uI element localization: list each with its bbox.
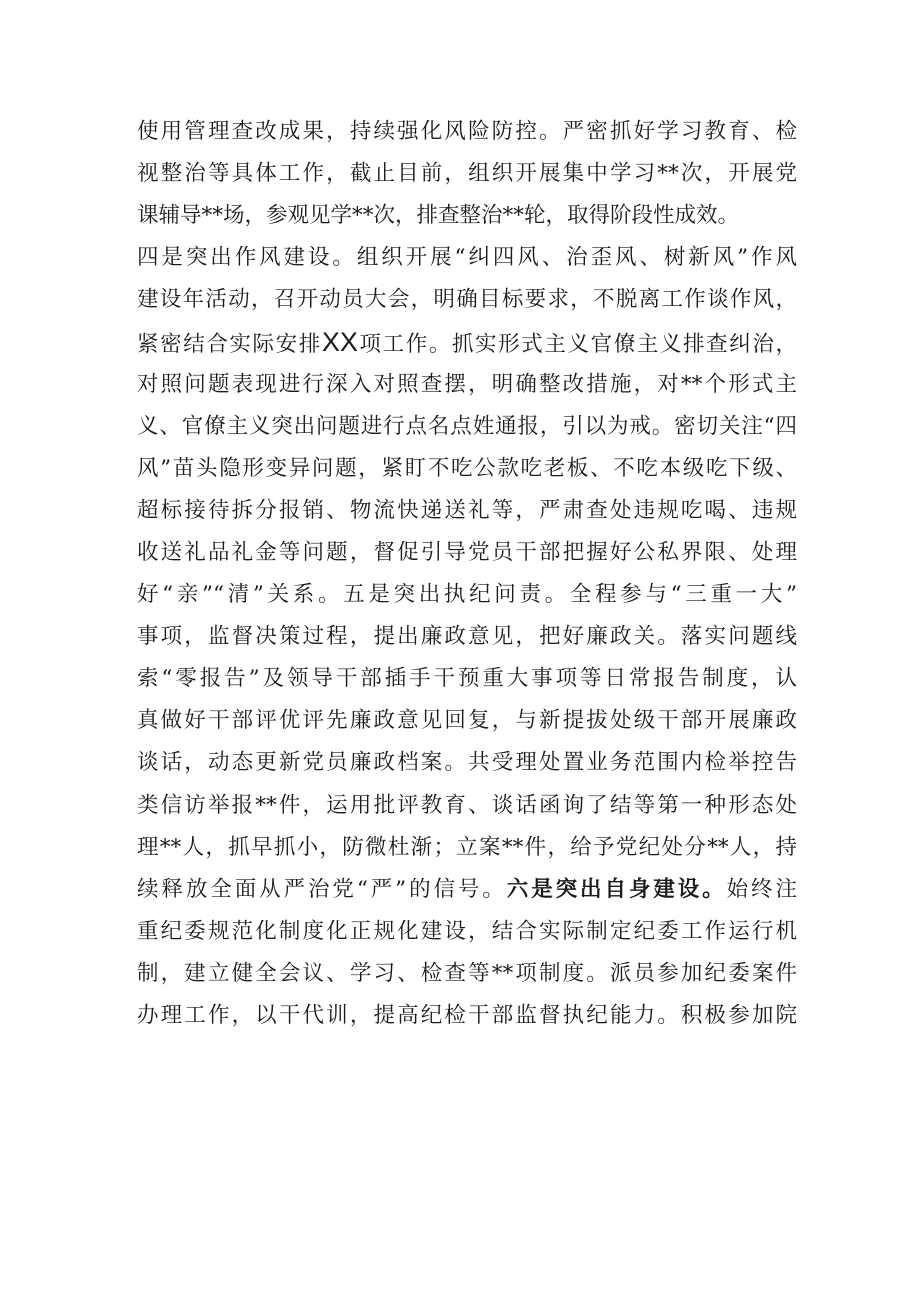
text-line: 义、官僚主义突出问题进行点名点姓通报，引以为戒。密切关注“四 [137, 413, 797, 439]
text-line: 类信访举报**件，运用批评教育、谈话函询了结等第一种形态处 [137, 792, 797, 818]
text-line: 好“亲”“清”关系。五是突出执纪问责。全程参与“三重一大” [137, 582, 797, 608]
text-line: 索“零报告”及领导干部插手干预重大事项等日常报告制度，认 [137, 666, 797, 692]
text-segment: 紧密结合实际安排 [137, 332, 322, 358]
text-line: 超标接待拆分报销、物流快递送礼等，严肃查处违规吃喝、违规 [137, 497, 797, 523]
text-line [137, 869, 797, 911]
text-line [137, 321, 797, 363]
text-line: 四是突出作风建设。组织开展“纠四风、治歪风、树新风”作风 [137, 245, 797, 271]
text-line: 收送礼品礼金等问题，督促引导党员干部把握好公私界限、处理 [137, 539, 797, 565]
text-line: 建设年活动，召开动员大会，明确目标要求，不脱离工作谈作风， [137, 287, 797, 313]
text-segment: 项工作。抓实形式主义官僚主义排查纠治， [357, 332, 797, 358]
text-line: 使用管理查改成果，持续强化风险防控。严密抓好学习教育、检 [137, 119, 797, 144]
text-line: 重纪委规范化制度化正规化建设，结合实际制定纪委工作运行机 [137, 918, 797, 944]
text-line: 制，建立健全会议、学习、检查等**项制度。派员参加纪委案件 [137, 960, 797, 986]
text-segment: 续释放全面从严治党“严”的信号。 [137, 876, 507, 902]
text-line: 对照问题表现进行深入对照查摆，明确整改措施，对**个形式主 [137, 371, 797, 397]
text-segment: 始终注 [726, 876, 797, 902]
text-line: 谈话，动态更新党员廉政档案。共受理处置业务范围内检举控告 [137, 750, 797, 776]
text-line: 课辅导**场，参观见学**次，排查整治**轮，取得阶段性成效。 [137, 203, 740, 229]
text-line: 真做好干部评优评先廉政意见回复，与新提拔处级干部开展廉政 [137, 708, 797, 734]
text-line: 办理工作，以干代训，提高纪检干部监督执纪能力。积极参加院 [137, 1002, 797, 1028]
text-line: 理**人，抓早抓小，防微杜渐；立案**件，给予党纪处分**人，持 [137, 834, 797, 860]
body-text [137, 111, 797, 1037]
text-line: 视整治等具体工作，截止目前，组织开展集中学习**次，开展党 [137, 161, 797, 187]
text-line: 风”苗头隐形变异问题，紧盯不吃公款吃老板、不吃本级吃下级、 [137, 455, 797, 481]
placeholder-mark: XX [321, 327, 358, 358]
text-line: 事项，监督决策过程，提出廉政意见，把好廉政关。落实问题线 [137, 624, 797, 650]
bold-heading: 六是突出自身建设。 [506, 876, 727, 902]
